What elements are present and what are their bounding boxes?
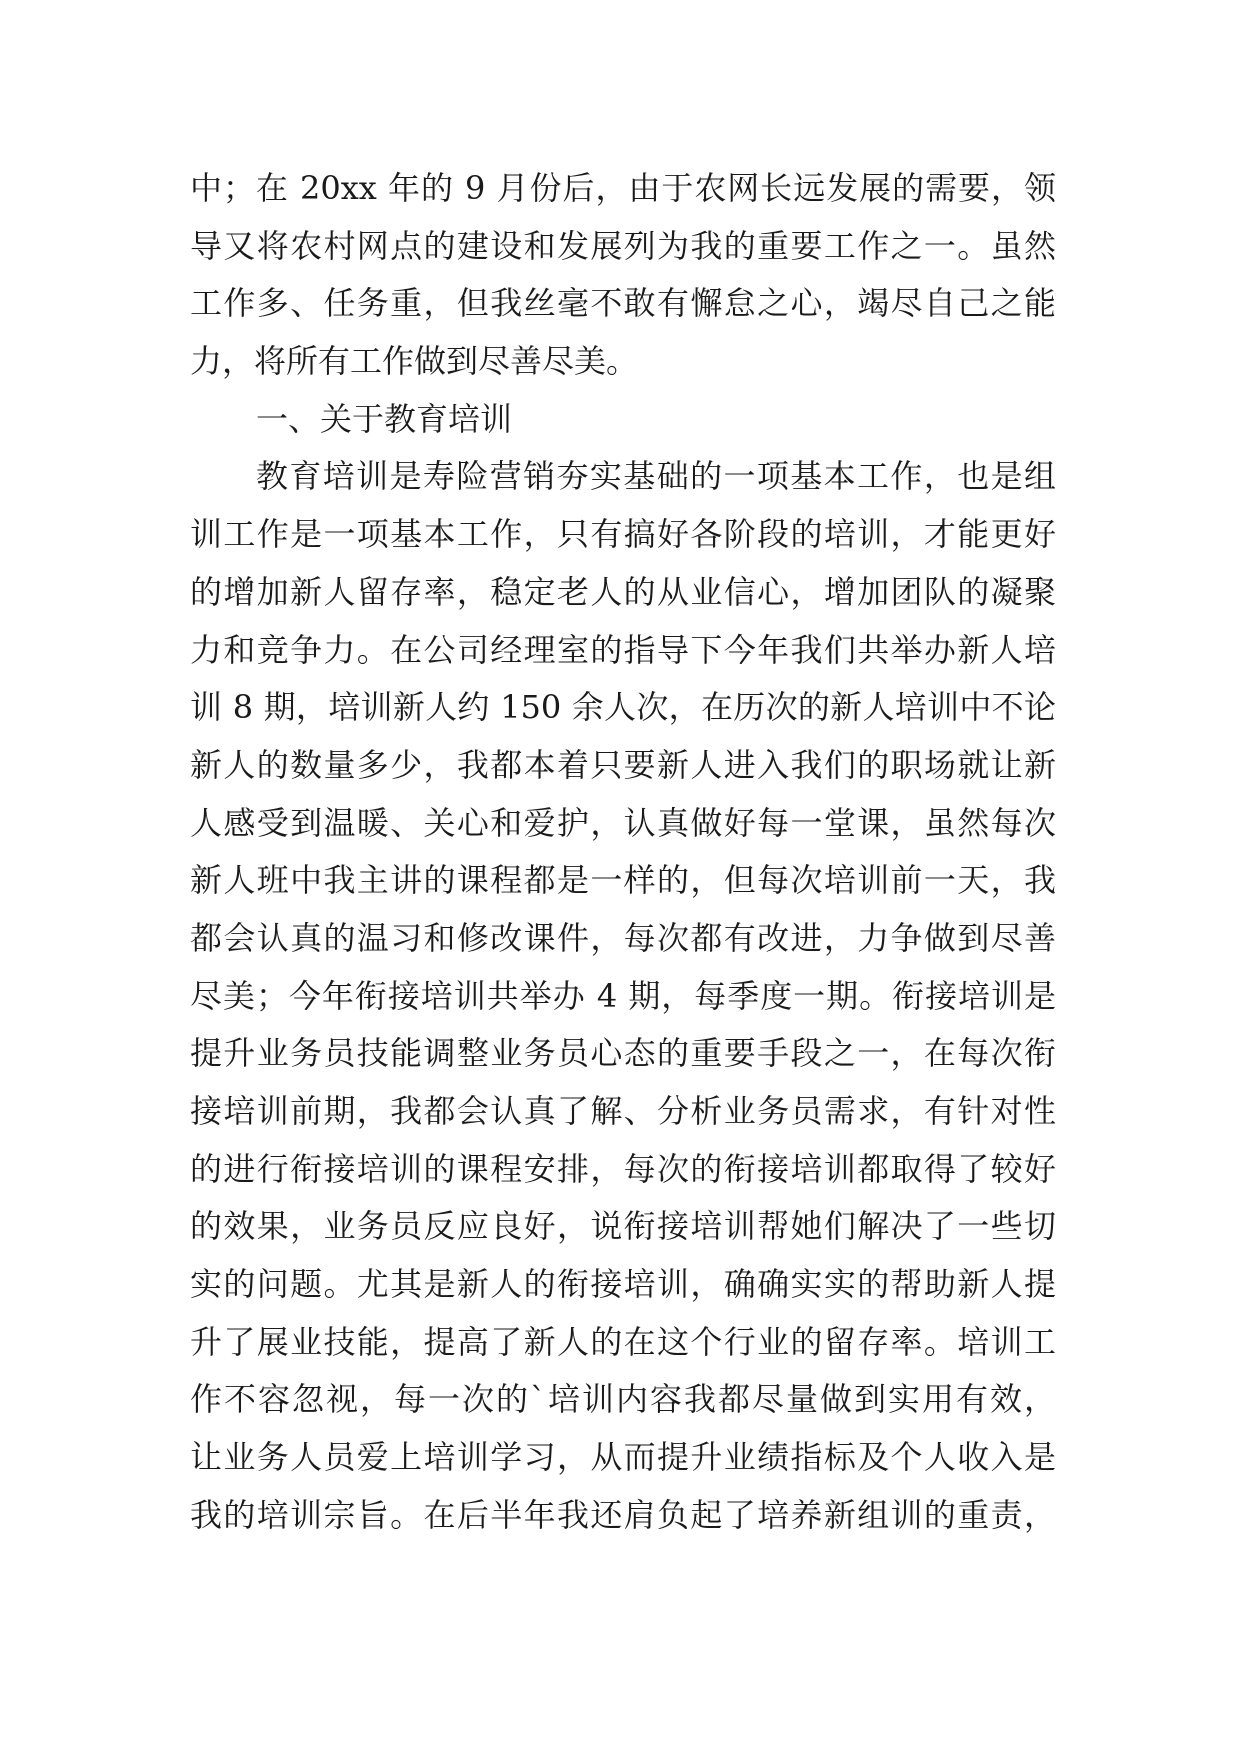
text-line: 的进行衔接培训的课程安排，每次的衔接培训都取得了较好 [190,1149,1056,1188]
text-line: 力，将所有工作做到尽善尽美。 [190,342,639,381]
text-line: 教育培训是寿险营销夯实基础的一项基本工作，也是组 [256,457,1056,496]
text-line: 力和竞争力。在公司经理室的指导下今年我们共举办新人培 [190,630,1056,669]
text-line: 我的培训宗旨。在后半年我还肩负起了培养新组训的重责， [190,1495,1056,1534]
text-line: 工作多、任务重，但我丝毫不敢有懈怠之心，竭尽自己之能 [190,284,1056,323]
text-line: 的效果，业务员反应良好，说衔接培训帮她们解决了一些切 [190,1207,1056,1246]
text-line: 新人的数量多少，我都本着只要新人进入我们的职场就让新 [190,745,1056,784]
text-line: 都会认真的温习和修改课件，每次都有改进，力争做到尽善 [190,918,1056,957]
text-line: 提升业务员技能调整业务员心态的重要手段之一，在每次衔 [190,1034,1056,1073]
text-line: 新人班中我主讲的课程都是一样的，但每次培训前一天，我 [190,861,1056,900]
text-line: 导又将农村网点的建设和发展列为我的重要工作之一。虽然 [190,226,1056,265]
section-heading: 一、关于教育培训 [256,399,513,438]
text-line: 人感受到温暖、关心和爱护，认真做好每一堂课，虽然每次 [190,803,1056,842]
text-line: 升了展业技能，提高了新人的在这个行业的留存率。培训工 [190,1322,1056,1361]
text-line: 尽美；今年衔接培训共举办 4 期，每季度一期。衔接培训是 [190,976,1056,1015]
document-body [190,160,1056,1545]
text-line: 作不容忽视，每一次的`培训内容我都尽量做到实用有效， [190,1380,1056,1419]
text-line: 接培训前期，我都会认真了解、分析业务员需求，有针对性 [190,1092,1056,1130]
text-line: 训 8 期，培训新人约 150 余人次，在历次的新人培训中不论 [190,688,1056,727]
text-line: 中；在 20xx 年的 9 月份后，由于农网长远发展的需要，领 [190,169,1056,207]
text-line: 训工作是一项基本工作，只有搞好各阶段的培训，才能更好 [190,515,1056,554]
text-line: 实的问题。尤其是新人的衔接培训，确确实实的帮助新人提 [190,1265,1056,1304]
text-line: 的增加新人留存率，稳定老人的从业信心，增加团队的凝聚 [190,572,1056,611]
text-line: 让业务人员爱上培训学习，从而提升业绩指标及个人收入是 [190,1438,1056,1477]
